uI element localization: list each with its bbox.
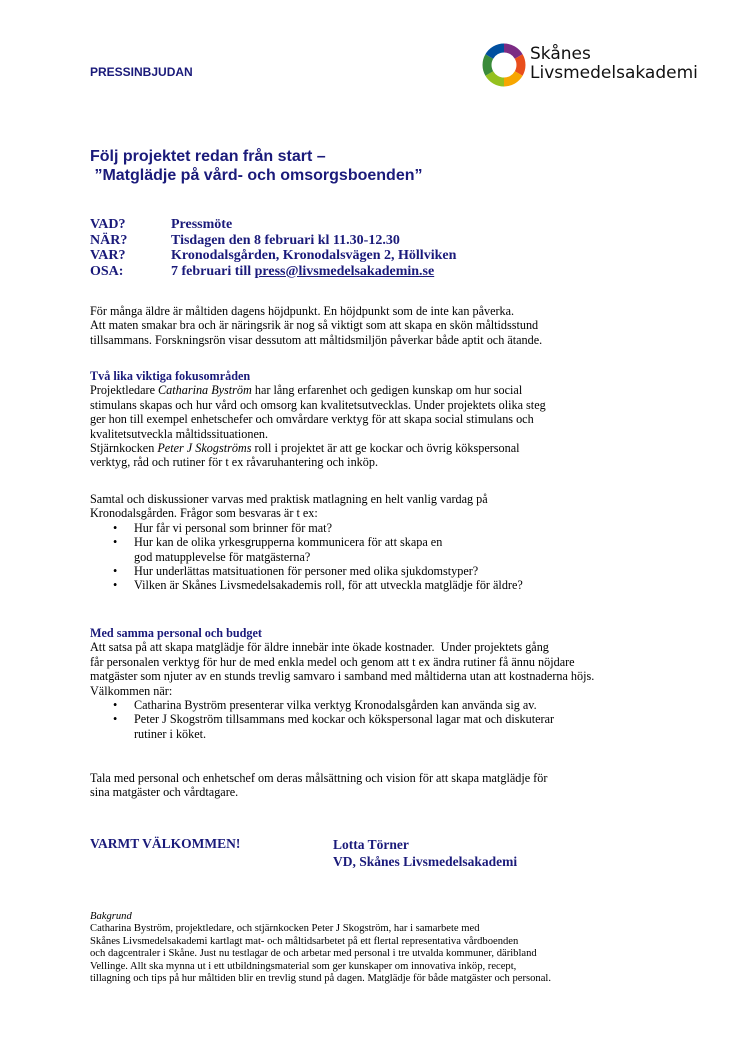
background-heading: Bakgrund [90,911,132,922]
focus-section: Två lika viktiga fokusområden Projektledare Catharina Byström har lång erfarenhet och gedigen kunskap om hur social stimulans skapas och hur vård och omsorg kan kvalitetsutvecklas. Under projektets olika steg ger hon till exempel enhetschefer och omvårdare verktyg för att skapa social stimulans och kvalitetsutveckla måltidssituationen. Stjärnkocken Peter J Skogströms roll i projektet är att ge kockar och övrig kökspersonal verktyg, råd och rutiner för t ex råvaruhantering och inköp. [90,369,670,470]
welcome-text: VARMT VÄLKOMMEN! [90,836,241,851]
questions-section: Samtal och diskussioner varvas med praktisk matlagning en helt vanlig vardag på Kronodalsgården. Frågor som besvaras är t ex: • Hur får vi personal som brinner för mat? • Hur kan de olika yrkesgrupperna kommunicera för att skapa en god matupplevelse för matgästerna? • Hur underlättas matsituationen för personer med olika sjukdomstyper? • Vilken är Skånes Livsmedelsakademis roll, för att utveckla matglädje för äldre? [90,492,670,593]
signature [333,836,517,870]
list-item: • Hur underlättas matsituationen för personer med olika sjukdomstyper? [113,564,479,579]
fact-what: VAD? Pressmöte [90,217,233,232]
list-item: • Hur får vi personal som brinner för mat? [113,520,332,535]
fact-when: NÄR? Tisdagen den 8 februari kl 11.30-12.30 [90,232,400,248]
intro-paragraph: För många äldre är måltiden dagens höjdpunkt. En höjdpunkt som de inte kan påverka. Att maten smakar bra och är näringsrik är nog så viktigt som att skapa en skön måltidsstund tillsammans. Forskningsrön visar dessutom att måltidsmiljön påverkar både aptit och ätande. [90,304,543,347]
list-item: • Catharina Byström presenterar vilka verktyg Kronodalsgården kan använda sig av. [113,698,537,713]
logo [482,43,698,87]
questions-list [90,521,670,593]
budget-heading: Med samma personal och budget [90,626,262,640]
logo-wordmark: Skånes Livsmedelsakademi [530,44,698,83]
background-section: Bakgrund Catharina Byström, projektledare, och stjärnkocken Peter J Skogström, har i samarbete med Skånes Livsmedelsakademi kartlagt mat- och måltidsarbetet på ett flertal representativa vårdboenden och dagcentraler i Skåne. Just nu testlagar de och arbetar med personal i tre utvalda kommuner, däribland Vellinge. Allt ska mynna ut i ett utbildningsmaterial som ger kunskaper om innovativa inköp, recept, tillagning och tips på hur måltiden blir en trevlig stund på dagen. Matglädje för både matgäster och personal. [90,911,670,985]
list-item: • Peter J Skogström tillsammans med kockar och kökspersonal lagar mat och diskuterar rutiner i köket. [113,712,555,741]
page-title: Följ projektet redan från start – ”Matglädje på vård- och omsorgsboenden” [90,148,423,184]
signature-name: Lotta Törner [333,837,409,852]
budget-section: Med samma personal och budget Att satsa på att skapa matglädje för äldre innebär inte ökade kostnader. Under projektets gång får personalen verktyg för hur de med enkla medel och genom att t ex ändra rutiner få ännu nöjdare matgäster som njuter av en stunds trevlig samvaro i samband med måltiderna utan att kostnaderna höjs. Välkommen när: • Catharina Byström presenterar vilka verktyg Kronodalsgården kan använda sig av. • Peter J Skogström tillsammans med kockar och kökspersonal lagar mat och diskuterar rutiner i köket. [90,626,670,741]
signature-title: VD, Skånes Livsmedelsakademi [333,854,518,869]
fact-rsvp: OSA: 7 februari till press@livsmedelsakademin.se [90,263,435,279]
rsvp-email-link[interactable]: press@livsmedelsakademin.se [254,263,435,279]
closing-paragraph: Tala med personal och enhetschef om deras målsättning och vision för att skapa matglädje för sina matgäster och vårdtagare. [90,771,548,800]
program-list [90,698,670,741]
list-item: • Vilken är Skånes Livsmedelsakademis roll, för att utveckla matglädje för äldre? [113,578,523,593]
fact-where: VAR? Kronodalsgården, Kronodalsvägen 2, Höllviken [90,248,457,263]
list-item: • Hur kan de olika yrkesgrupperna kommunicera för att skapa en god matupplevelse för matgästerna? [113,535,443,564]
logo-ring-icon [482,43,526,87]
event-facts [90,217,456,279]
focus-heading: Två lika viktiga fokusområden [90,369,251,383]
document-label: PRESSINBJUDAN [90,65,193,79]
